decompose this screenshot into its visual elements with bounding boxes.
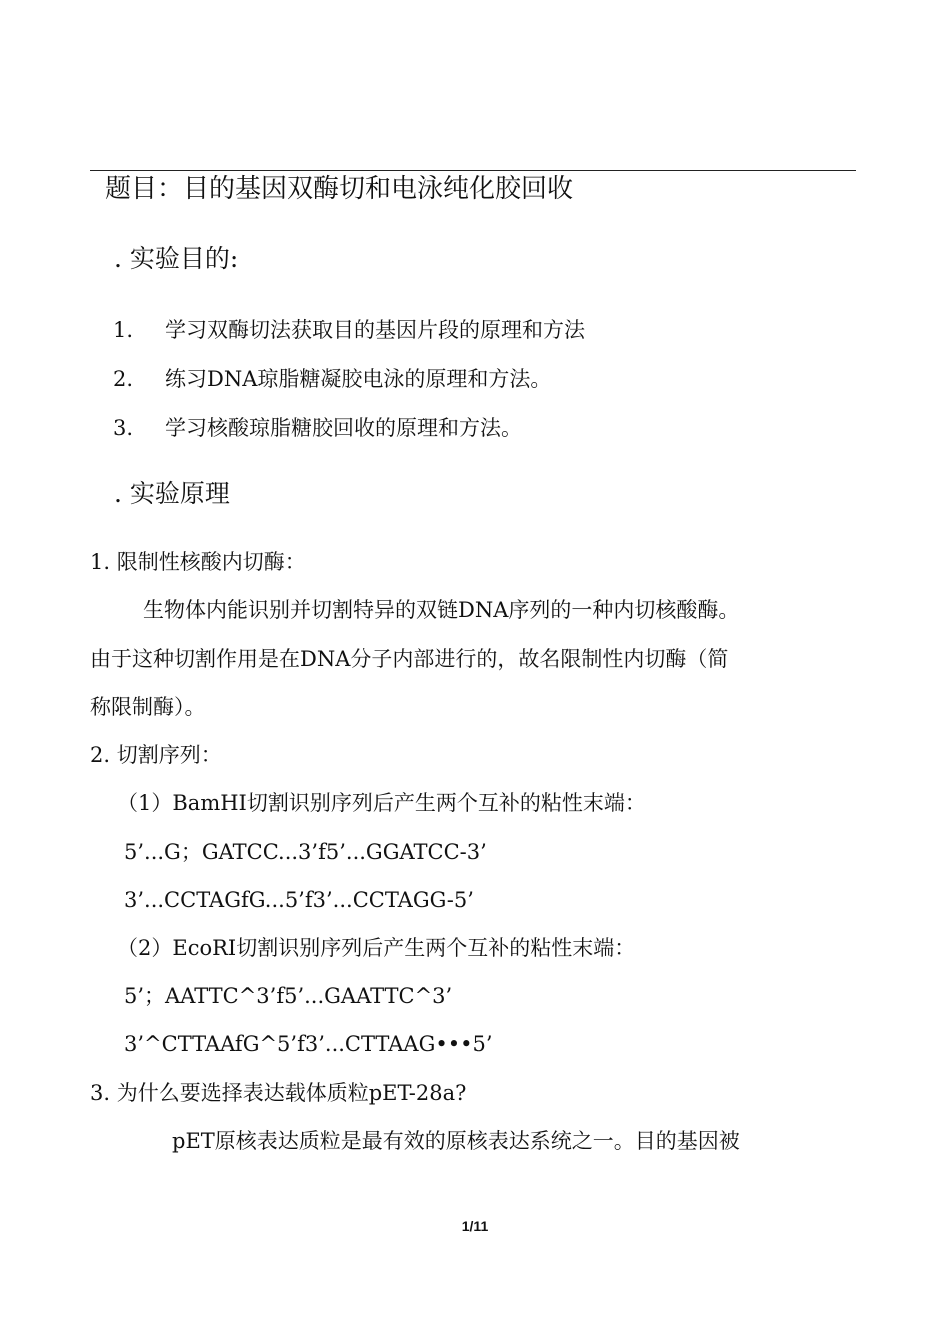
subheading-cut-sequence: 2. 切割序列： [90,743,222,767]
list-item-text: 学习核酸琼脂糖胶回收的原理和方法。 [165,416,522,440]
sequence-line: 3’^CTTAAfG^5’f3’...CTTAAG•••5’ [124,1032,493,1056]
list-item-number: 1. [113,318,134,342]
sequence-line: 5’；AATTC^3’f5’...GAATTC^3’ [124,984,453,1008]
sequence-line: 5’...G；GATCC...3’f5’...GGATCC-3’ [124,840,487,864]
paragraph-line: pET原核表达质粒是最有效的原核表达系统之一。目的基因被 [172,1129,740,1153]
list-item-number: 2. [113,367,134,391]
list-item [113,367,551,392]
page-number: 1/11 [461,1218,489,1234]
list-item-text: 练习DNA琼脂糖凝胶电泳的原理和方法。 [165,367,552,391]
subheading-why-pet28a: 3. 为什么要选择表达载体质粒pET-28a? [90,1081,467,1105]
sequence-line: 3’...CCTAGfG...5’f3’...CCTAGG-5’ [124,888,474,912]
list-item [113,416,522,441]
sequence-line: （2）EcoRI切割识别序列后产生两个互补的粘性末端： [117,936,636,960]
section-heading-principle: . 实验原理 [114,479,230,508]
list-item-text: 学习双酶切法获取目的基因片段的原理和方法 [165,318,585,342]
subheading-restriction-enzyme: 1. 限制性核酸内切酶： [90,550,306,574]
sequence-line: （1）BamHI切割识别序列后产生两个互补的粘性末端： [117,791,646,815]
header-rule [90,170,856,171]
paragraph-line: 称限制酶）。 [90,695,206,719]
section-heading-objectives: . 实验目的: [114,244,239,273]
paragraph-line: 生物体内能识别并切割特异的双链DNA序列的一种内切核酸酶。 [143,598,740,622]
paragraph-line: 由于这种切割作用是在DNA分子内部进行的，故名限制性内切酶（简 [90,647,729,671]
list-item-number: 3. [113,416,134,440]
list-item [113,318,585,343]
document-title: 题目：目的基因双酶切和电泳纯化胶回收 [105,174,574,204]
